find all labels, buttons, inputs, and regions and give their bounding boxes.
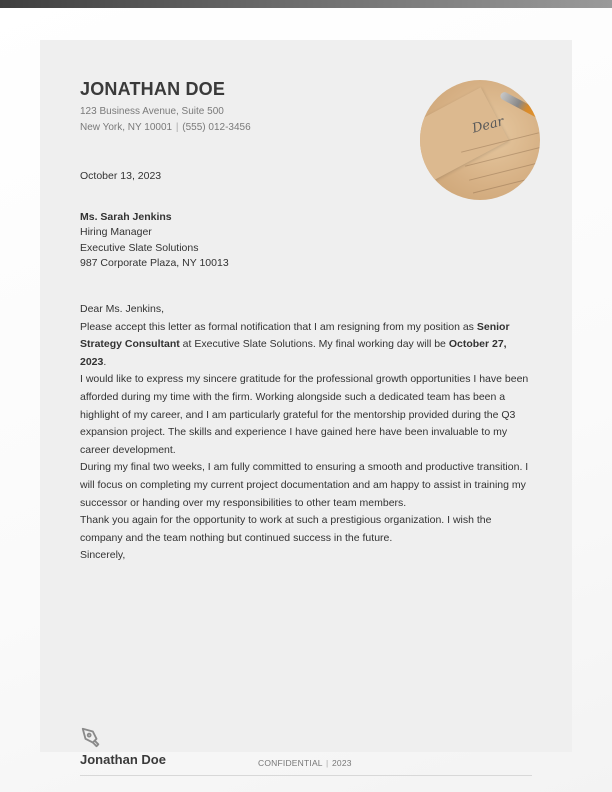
role-title: Senior Strategy Consultant [80,320,510,351]
recipient-name: Ms. Sarah Jenkins [80,211,172,223]
header-photo [420,80,540,200]
paragraph-thanks: Thank you again for the opportunity to work at such a prestigious organization. I wish the company and the team nothing but continued success in the future. [80,514,492,544]
sender-city: New York, NY 10001 [80,122,173,133]
text: . [103,355,107,368]
pen-nib-icon [80,726,102,748]
separator: | [326,758,329,768]
footer-divider [80,775,532,776]
recipient-title: Hiring Manager [80,226,152,239]
closing: Sincerely, [80,549,126,562]
salutation: Dear Ms. Jenkins, [80,303,165,315]
paragraph-transition: During my final two weeks, I am fully committed to ensuring a smooth and productive transition. I will focus on completing my current project documentation and am happy to assist in training my successor or handing over my responsibilities to other team members. [80,461,529,509]
footer-label [258,758,352,768]
paragraph-gratitude: I would like to express my sincere gratitude for the professional growth opportunities I have been afforded during my time with the firm. Working alongside such a dedicated team has been a highlight of my career, and I am particularly grateful for the mentorship provided during the Q3 expansion project. The skills and experience I have gained here have been invaluable to my career development. [80,373,529,456]
recipient-company: Executive Slate Solutions [80,241,199,254]
signature-name: Jonathan Doe [80,752,166,767]
text: Please accept this letter as formal notification that I am resigning from my position as [80,320,477,333]
top-accent-bar [0,0,612,8]
paragraph-resignation [80,319,532,372]
recipient-address: 987 Corporate Plaza, NY 10013 [80,256,229,269]
sender-phone: (555) 012-3456 [182,122,251,133]
letter-body [80,301,532,565]
footer-year: 2023 [331,758,352,768]
recipient-block [80,210,229,271]
envelope-shape [420,87,509,182]
sender-name: JONATHAN DOE [80,79,226,99]
text: at Executive Slate Solutions. My final working day will be [179,338,449,351]
confidential-label: CONFIDENTIAL [258,758,323,768]
sender-contact-line [80,122,251,133]
final-date: October 27, 2023 [80,338,507,368]
handwritten-text: Dear [470,114,506,137]
separator: | [175,122,179,133]
letter-date: October 13, 2023 [80,170,162,182]
sender-address-line1: 123 Business Avenue, Suite 500 [80,106,224,117]
